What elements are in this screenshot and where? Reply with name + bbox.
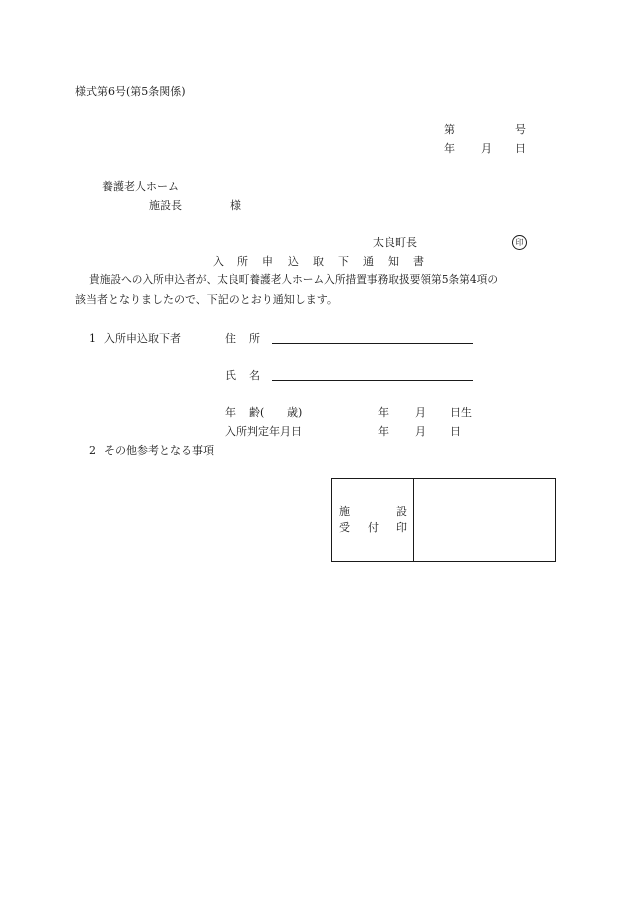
item1-label: 入所申込取下者 [104, 332, 181, 345]
age-label-1: 年 [225, 406, 236, 419]
title-char-5: 取 [313, 255, 324, 268]
age-label-2: 齢( [249, 406, 265, 419]
item2-label: その他参考となる事項 [104, 444, 214, 457]
address-label-2: 所 [249, 332, 260, 345]
name-label-2: 名 [249, 369, 260, 382]
decision-year: 年 [378, 425, 389, 438]
title-char-3: 申 [262, 255, 273, 268]
decision-day: 日 [450, 425, 461, 438]
age-unit: 歳) [287, 406, 303, 419]
seal-mark: 印 [512, 235, 527, 250]
sender-name: 太良町長 [373, 236, 417, 249]
body-line-1: 貴施設への入所申込者が、太良町養護老人ホーム入所措置事務取扱要領第5条第4項の [89, 273, 499, 286]
title-char-2: 所 [237, 255, 248, 268]
addressee-title: 施設長 [149, 199, 182, 212]
item2-number: 2 [89, 444, 96, 457]
ref-dai: 第 [444, 123, 455, 136]
title-char-4: 込 [288, 255, 299, 268]
decision-month: 月 [415, 425, 426, 438]
title-char-9: 書 [413, 255, 424, 268]
address-underline[interactable] [272, 343, 473, 344]
address-label-1: 住 [225, 332, 236, 345]
addressee-honorific: 様 [230, 199, 241, 212]
title-char-7: 通 [363, 255, 374, 268]
title-char-6: 下 [338, 255, 349, 268]
item1-number: 1 [89, 332, 96, 345]
birth-year: 年 [378, 406, 389, 419]
birth-day: 日生 [450, 406, 472, 419]
stamp-row2-char-1: 受 [339, 521, 350, 534]
stamp-area[interactable] [414, 479, 555, 561]
stamp-row1-char-2: 設 [396, 505, 407, 518]
name-underline[interactable] [272, 380, 473, 381]
stamp-row2-char-2: 付 [368, 521, 379, 534]
date-year: 年 [444, 142, 455, 155]
decision-label: 入所判定年月日 [225, 425, 302, 438]
form-number: 様式第6号(第5条関係) [75, 85, 186, 98]
stamp-row2-char-3: 印 [396, 521, 407, 534]
body-line-2: 該当者となりましたので、下記のとおり通知します。 [75, 293, 338, 306]
date-day: 日 [515, 142, 526, 155]
addressee-org: 養護老人ホーム [102, 180, 179, 193]
stamp-row1-char-1: 施 [339, 505, 350, 518]
name-label-1: 氏 [225, 369, 236, 382]
birth-month: 月 [415, 406, 426, 419]
ref-gou: 号 [515, 123, 526, 136]
title-char-8: 知 [388, 255, 399, 268]
date-month: 月 [481, 142, 492, 155]
title-char-1: 入 [213, 255, 224, 268]
